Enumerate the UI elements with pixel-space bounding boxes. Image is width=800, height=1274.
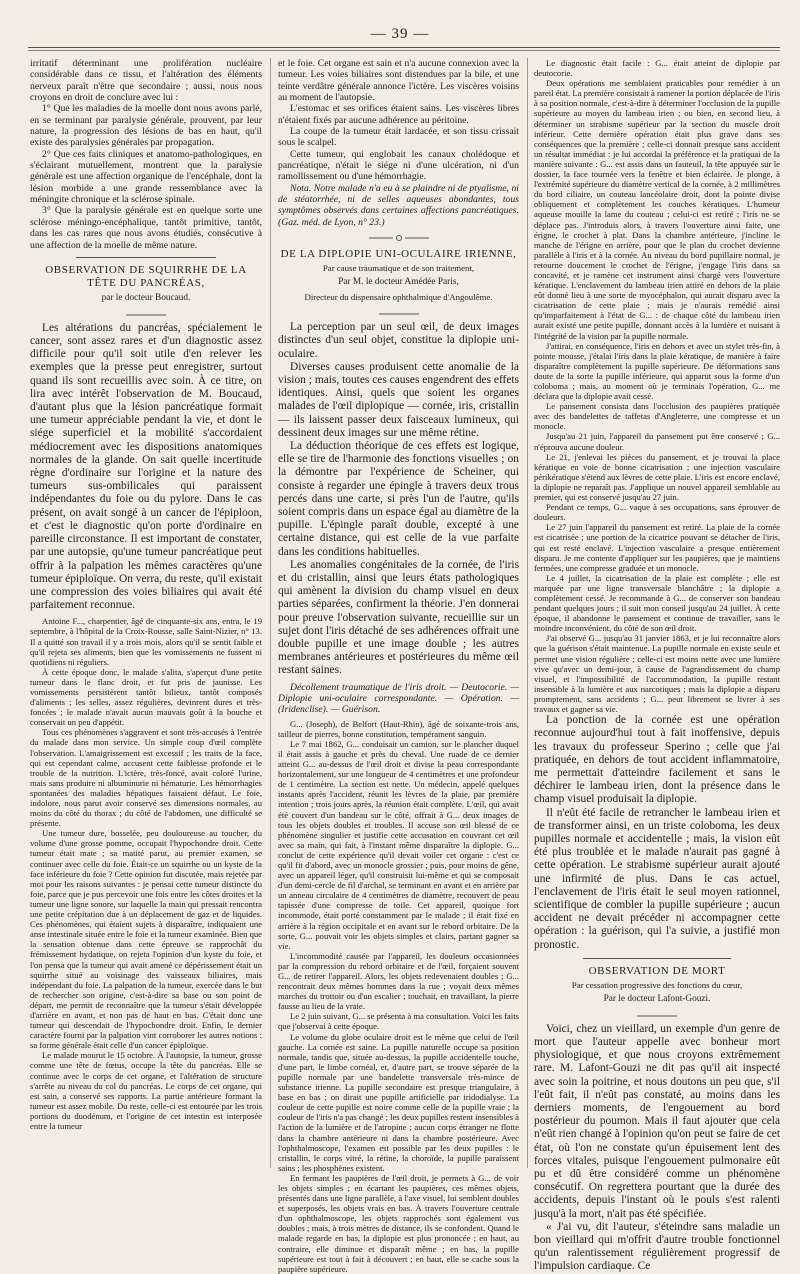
ornament (30, 310, 262, 318)
header-rule (28, 47, 780, 48)
paragraph: Nota. Notre malade n'a eu à se plaindre ni de ptyalisme, ni de stéatorrhée, ni de selles aqueuses abondantes, tous symptômes observés dans certaines affections pancréatiques. (Gaz. méd. de Lyon, n° 23.) (278, 182, 519, 228)
paragraph: J'ai observé G... jusqu'au 31 janvier 1863, et je lui reconnaître alors que la guérison s'était maintenue. La pupille normale en existe seule et permet une vision régulière ; celle-ci est moins nette avec une lumière vive qu'avec un demi-jour, à cause de l'agrandissement du champ visuel, et l'impossibilité de l'accommodation, la pupille restant insensible à la lumière et aux narcotiques ; mais la diplopie a disparu promptement, sans accidents ; G... peut librement se livrer à ses travaux et gagner sa vie. (534, 633, 780, 714)
paragraph: Le pansement consista dans l'occlusion des paupières pratiquée avec des bandelettes de taffetas d'Angleterre, une compresse et un monocle. (534, 401, 780, 432)
section-title: OBSERVATION DE SQUIRRHE DE LA TÊTE DU PANCRÉAS, (45, 263, 247, 289)
paragraph: L'estomac et ses orifices étaient sains. Les viscères libres n'étaient fixés par aucune adhérence au péritoine. (278, 103, 519, 126)
column-divider (270, 58, 271, 1168)
section-title: DE LA DIPLOPIE UNI-OCULAIRE IRIENNE, (280, 248, 517, 261)
paragraph: Une tumeur dure, bosselée, peu douloureuse au toucher, du volume d'une grosse pomme, occupait l'hypochondre droit. Cette tumeur était mate ; sa matité parut, au premier examen, se continuer avec celle du foie. Était-ce un squirrhe ou un kyste de la face inférieure du foie ? Cette opinion fut discutée, mais rejetée par moi pour les raisons suivantes : je pensai cette tumeur distincte du foie, parce que je pus percevoir une fois entre les côtes droites et la tumeur une ligne sonore, sur laquelle la main qui pressait rencontra une petite crépitation due à un déplacement de gaz et de liquides. Ces phénomènes, qui étaient sujets à disparaître, indiquaient une anse intestinale située entre le foie et la tumeur examinée. Bien que la sensation obtenue dans cette épreuve se rapprochât du frémissement hydatique, on rejeta l'opinion d'un kyste du foie, et l'on pensa que la tumeur qui avait amené ce dépérissement était un squirrhe situé au voisinage des vaisseaux biliaires, mais indépendant du foie. La palpation de la tumeur, exercée dans le but de rechercher son origine, c'est-à-dire sa base ou son point de départ, me permit de reconnaître que la tumeur s'était développée d'arrière en avant, et non pas de haut en bas. C'était donc une tumeur qui descendait de l'hypochondre droit. Enfin, le dernier caractère fourni par la palpation vint corroborer les autres notions : sa forme générale était celle d'un cancer épiploïque. (30, 828, 262, 1051)
paragraph: « J'ai vu, dit l'auteur, s'éteindre sans maladie un bon vieillard qui m'offrit d'autre trouble fonctionnel qu'un ralentissement régulièrement progressif de l'impulsion cardiaque. Ce (534, 1220, 780, 1273)
paragraph: Les anomalies congénitales de la cornée, de l'iris et du cristallin, ainsi que leurs états pathologiques qui amènent la division du champ visuel en deux parties séparées, confirment la théorie. J'en donnerai pour preuve l'observation suivante, recueillie sur un sujet dont l'iris détaché de ses adhérences offrait une double pupille et une image double ; les autres membranes antérieures et postérieures du même œil restant saines. (278, 558, 519, 677)
paragraph: Diverses causes produisent cette anomalie de la vision ; mais, toutes ces causes engendrent des effets identiques. Ainsi, quels que soient les organes malades de l'œil diplopique — cornée, iris, cristallin — ils laissent passer deux faisceaux lumineux, qui dessinent deux images sur une même rétine. (278, 360, 519, 439)
paragraph: La perception par un seul œil, de deux images distinctes d'un seul objet, constitue la diplopie uni-oculaire. (278, 321, 519, 360)
paragraph: J'attirai, en conséquence, l'iris en dehors et avec un stylet très-fin, à pointe mousse, j'étalai l'iris dans la plaie kératique, de manière à faire disparaître complètement la pupille supérieure. De déformations sans doute de la sorte la pupille inférieure, qui apparut sous la forme d'un coloboma ; mais, au moment où je terminais l'opération, G... me déclara que la diplopie avait cessé. (534, 340, 780, 402)
paragraph: À cette époque donc, le malade s'alita, s'aperçut d'une petite tumeur dans le flanc droit, et fut pris de jaunisse. Les vomissements persistèrent tantôt bilieux, tantôt composés d'aliments ; les selles, assez régulières, devinrent dures et très-foncées ; le malade n'avait aucun mauvais goût à la bouche et conservait un peu d'appétit. (30, 666, 262, 728)
paragraph: En fermant les paupières de l'œil droit, je permets à G... de voir les objets simples ; en écartant les paupières, ces mêmes objets, présentés dans une ligne parallèle, à l'axe visuel, lui semblent doubles et superposés, les objets vrais en bas. À travers l'ouverture centrale d'un ophthalmoscope, les objets rapprochés sont également vus doubles ; mais, à trois mètres de distance, ils se confondent. Quand le malade regarde en bas, la diplopie est plus prononcée ; en haut, au contraire, elle diminue et disparaît même ; en bas, la pupille supérieure est tout à fait à découvert ; en haut, elle se cache sous la paupière supérieure. (278, 1172, 519, 1274)
section-subtitle: Par cessation progressive des fonctions du cœur, (571, 979, 743, 990)
page-number: — 39 — (370, 26, 430, 42)
paragraph: La ponction de la cornée est une opération reconnue aujourd'hui tout à fait inoffensive, depuis les travaux du professeur Sperino ; celle que j'ai pratiquée, en dehors de tout accident inflammatoire, me permettait d'atteindre facilement et sans le déchirer le lambeau irien, dont la présence dans le champ visuel produisait la diplopie. (534, 714, 780, 806)
paragraph: Le volume du globe oculaire droit est le même que celui de l'œil gauche. La cornée est saine. La pupille naturelle occupe sa position normale, tandis que, située au-dessus, la pupille accidentelle touche, d'une part, le limbe cornéal, et, d'autre part, se trouve séparée de la pupille normale par une bandelette transversale très-mince de substance irienne. La pupille secondaire est presque triangulaire, à base en bas ; on dirait une pupille artificielle par iridodialyse. La couleur de cette pupille est noire comme celle de la pupille vraie ; la couleur de l'iris n'a pas changé ; les deux pupilles restent insensibles à l'action de la lumière et de l'atropine ; aucun corps étranger ne flotte dans la chambre antérieure ni dans la chambre postérieure. Avec l'ophthalmoscope, l'examen est possible par les deux pupilles : le cristallin, le corps vitré, la rétine, la choroïde, la pupille paraissent sains ; les phosphènes existent. (278, 1031, 519, 1173)
paragraph: Le 27 juin l'appareil du pansement est retiré. La plaie de la cornée est cicatrisée ; une portion de la cicatrice pouvant se détacher de l'iris, qui est resté enclavé. L'injection vasculaire a presque entièrement disparu. Je me contente d'appliquer sur les paupières, que je maintiens fermées, une compresse graduée et un monocle. (534, 522, 780, 573)
column-right (534, 58, 780, 1273)
column-divider (527, 58, 528, 1168)
paragraph: Le diagnostic était facile : G... était atteint de diplopie par deutocorie. (534, 58, 780, 79)
ornament (534, 1011, 780, 1019)
section-author-affiliation: Directeur du dispensaire ophthalmique d'Angoulême. (304, 292, 493, 303)
paragraph: 2° Que ces faits cliniques et anatomo-pathologiques, en s'éclairant mutuellement, montrent que la paralysie générale est une affection organique de l'encéphale, dont la lésion morbide a une grande ressemblance avec la méningite chronique et la sclérose spinale. (30, 148, 262, 206)
ornament (278, 309, 519, 317)
paragraph: La déduction théorique de ces effets est logique, elle se tire de l'harmonie des fonctions visuelles ; on la démontre par l'expérience de Scheiner, qui consiste à regarder une épingle à travers deux trous percés dans une carte, si près l'un de l'autre, qu'ils soient compris dans un espace égal au diamètre de la pupille. L'épingle paraît double, excepté à une certaine distance, qui est celle de la vue parfaite dans les conditions habituelles. (278, 439, 519, 558)
paragraph: Le 21, j'enlevai les pièces du pansement, et je trouvai la place kératique en voie de bonne cicatrisation ; une injection vasculaire périkératique s'étend aux lèvres de cette plaie. L'iris est encore enclavé, la diplopie ne reparaît pas. J'applique un nouvel appareil semblable au premier, qui est conservé jusqu'au 27 juin. (534, 451, 780, 503)
paragraph: Pendant ce temps, G... vaque à ses occupations, sans éprouver de douleurs. (534, 502, 780, 523)
paragraph: G... (Joseph), de Belfort (Haut-Rhin), âgé de soixante-trois ans, tailleur de pierres, bonne constitution, tempérament sanguin. (278, 718, 519, 739)
case-heading: Décollement traumatique de l'iris droit. — Deutocorie. — Diplopie uni-oculaire correspondante. — Opération. — (Iridenclise). — Guérison. (278, 681, 519, 716)
paragraph: et le foie. Cet organe est sain et n'a aucune connexion avec la tumeur. Les voies biliaires sont distendues par la bile, et une teinte verdâtre générale annonce l'ictère. Les viscères voisins au moment de l'autopsie. (278, 58, 519, 104)
section-author: Par le docteur Lafont-Gouzi. (603, 993, 711, 1004)
paragraph: 3° Que la paralysie générale est en quelque sorte une sclérose méningo-encéphalique, tantôt primitive, tantôt, dans les cas rares que nous avons étudiés, consécutive à une affection de la moelle de même nature. (30, 205, 262, 251)
section-title: OBSERVATION DE MORT (588, 964, 726, 977)
paragraph: Le malade mourut le 15 octobre. À l'autopsie, la tumeur, grosse comme une tête de fœtus, occupe la tête du pancréas. Elle se continue avec le corps de cet organe, et l'altération de structure s'arrête au niveau du col du pancréas. Le corps de cet organe, qui est sain, a conservé ses rapports. La partie antérieure formant la tumeur est assez mobile. Du reste, celle-ci est entourée par les trois portions du duodénum, et l'origine de cet intestin est interposée entre la tumeur (30, 1050, 262, 1131)
paragraph: Les altérations du pancréas, spécialement le cancer, sont assez rares et d'un diagnostic assez difficile pour qu'il soit utile d'en relever les exemples que la presse peut enregistrer, surtout quand ils sont recueillis avec soin. À ce titre, on lira avec intérêt l'observation de M. Boucaud, d'autant plus que la lésion pancréatique formait une tumeur appréciable pendant la vie, et dont le siége superficiel et la mobilité s'accordaient médiocrement avec les dispositions anatomiques normales de la glande. On sait quelle incertitude règne d'ordinaire sur l'origine et la nature des tumeurs sus-ombilicales qui paraissent indépendantes du foie ou du pylore. Dans le cas présent, on avait songé à un cancer de l'épiploon, et c'est le diagnostic qu'on porte d'ordinaire en pareille circonstance. Il est important de constater, par une autopsie, qu'une tumeur pancréatique peut offrir à la palpation les mêmes caractères qu'une tumeur épiploïque. On verra, du reste, qu'il existait une compression des voies biliaires qui avait été parfaitement reconnue. (30, 321, 262, 612)
section-author: Par M. le docteur Amédée Paris, (338, 277, 459, 288)
paragraph: La coupe de la tumeur était lardacée, et son tissu crissait sous le scalpel. (278, 126, 519, 149)
column-left (30, 58, 262, 1168)
paragraph: Antoine F..., charpentier, âgé de cinquante-six ans, entra, le 19 septembre, à l'hôpital de la Croix-Rousse, salle Saint-Nizier, n° 13. Il a quitté son travail il y a trois mois, alors qu'il se sentit faible et qu'il rejeta ses aliments, bien que les vomissements ne fussent ni quotidiens ni réguliers. (30, 616, 262, 667)
section-divider (76, 257, 215, 258)
column-middle (278, 58, 519, 1274)
paragraph: Jusqu'au 21 juin, l'appareil du pansement put être conservé ; G... n'éprouva aucune douleur. (534, 431, 780, 452)
ornament (278, 234, 519, 242)
paragraph: irritatif déterminant une prolifération nucléaire considérable dans ce tissu, et l'altération des éléments nerveux paraît n'être que secondaire ; aussi, nous nous croyons en droit de conclure avec lui : (30, 58, 262, 104)
paragraph: 1° Que les maladies de la moelle dont nous avons parlé, en se terminant par paralysie générale, prouvent, par leur nature, la progression des lésions de bas en haut, qu'il existe des paralysies générales par propagation. (30, 103, 262, 149)
paragraph: Voici, chez un vieillard, un exemple d'un genre de mort que l'auteur appelle avec bonheur mort physiologique, et que nous croyons extrêmement rare. M. Lafont-Gouzi ne dit pas qu'il ait inspecté avec soin la poitrine, et nous doutons un peu que, s'il l'eût fait, il n'eût pas constaté, au moins dans les derniers moments, de l'engouement au bord postérieur du poumon. Mais il faut ajouter que cela n'eût rien changé à l'opinion qu'on peut se faire de cet état, où l'on ne constate qu'un épuisement lent des forces vitales, puisque l'engouement pulmonaire eût pu et dû être considéré comme un phénomène consécutif. On regrettera pourtant que la durée des accidents, depuis l'instant où le pouls s'est ralenti jusqu'à la mort, n'ait pas été spécifiée. (534, 1022, 780, 1220)
paragraph: Le 7 mai 1862, G... conduisait un camion, sur le plancher duquel il était assis à gauche et près du cheval. Une ruade de ce dernier atteint G... au-dessus de l'œil droit et divise la peau correspondante horizontalement, sur une longueur de 4 centimètres et une profondeur de 1 centimètre. La section est nette. Un médecin, appelé quelques instants après l'accident, réunit les lèvres de la plaie, par première intention ; trois jours après, la réunion était complète. L'œil, qui avait été couvert d'un bandeau sur le côté, offrait à G... deux images de tous les objets doubles et troubles. Il accuse son œil blessé de ce phénomène singulier et justifie cette accusation en couvrant cet œil avec sa main, qui fait, à l'instant même disparaître la diplopie. G... conclut de cette expérience qu'il devait voiler cet organe : c'est ce qu'il fit d'abord, avec un monocle grossier ; puis, pour moins de gêne, avec un appareil léger, qu'il construisit lui-même et qui se composait d'un demi-cercle de fil d'archal, se terminant en avant et en arrière par un anneau circulaire de 4 centimètres de diamètre, recouvert de peau tapissée d'une compresse de toile. Cet appareil, quoique fort incommode, était porté constamment par le malade ; il était fixé en arrière à la région occipitale et en avant sur le rebord orbitaire. De la sorte, G... pouvait voir les objets simples et clairs, partant gagner sa vie. (278, 738, 519, 951)
paragraph: Deux opérations me semblaient praticables pour remédier à un pareil état. La première consistait à ramener la portion déplacée de l'iris à sa position normale, c'est-à-dire à déterminer l'occlusion de la pupille supérieure au moyen du lambeau irien ; ou bien, en second lieu, à déterminer un strabisme supérieur par la section du muscle droit inférieur. Cette dernière opération était plus grave dans ses conséquences que la première ; celle-ci donnait presque sans accident un résultat immédiat : je lui accordai la préférence et la pratiquai de la manière suivante : G... est assis dans un fauteuil, la tête appuyée sur le dossier, la face tournée vers la fenêtre et bien éclairée. Je plonge, à l'extrémité supérieure du diamètre vertical de la cornée, à 2 millimètres du bord ciliaire, un couteau lancéolaire droit, dont la pointe divise obliquement et complètement les couches kératiques. L'humeur aqueuse mouille la lame du couteau ; celui-ci est retiré ; l'iris ne se déplace pas. J'introduis alors, à travers l'ouverture ainsi faite, une érigne, le crochet à plat. Dans la chambre antérieure, j'incline le manche de l'érigne en arrière, pour que le plan du crochet devienne parallèle à l'iris et à la cornée. Au niveau du bord pupillaire normal, je retourne doucement le crochet de l'érigne, j'engage l'iris dans sa concavité, et je ramène cet instrument ainsi chargé vers l'ouverture kératique. L'enclavement du lambeau irien attiré en dehors de la plaie eût donné lieu à une sorte de myocéphalon, qui aurait disparu avec la cicatrisation de cette plaie ; mais je n'aurais remédié ainsi qu'imparfaitement à l'état de G... : de chaque côté du lambeau irien aurait existé une petite pupille, donnant accès à la lumière et nuisant à l'intégrité de la vision par la pupille normale. (534, 78, 780, 341)
paragraph: Cette tumeur, qui englobait les canaux cholédoque et pancréatique, n'était le siége ni d'une ulcération, ni d'un ramollissement ou d'une hémorrhagie. (278, 148, 519, 183)
paragraph: Il n'eût été facile de retrancher le lambeau irien et de transformer ainsi, en un triste coloboma, les deux pupilles normale et accidentelle ; mais, la vision eût été plus troublée et le malade n'aurait pas gagné à cette opération. Le strabisme supérieur aurait ajouté une infirmité de plus. Dans le cas actuel, l'enclavement de l'iris était le seul moyen rationnel, scientifique de combler la pupille supérieure ; aucun accident ne devait précéder ni accompagner cette opération : la guérison, qui l'a suivie, a justifié mon pronostic. (534, 806, 780, 951)
paragraph: Le 2 juin suivant, G... se présenta à ma consultation. Voici les faits que j'observai à cette époque. (278, 1011, 519, 1032)
paragraph: L'incommodité causée par l'appareil, les douleurs occasionnées par la compression du rebord orbitaire et de l'œil, forçaient souvent G... de retirer l'appareil. Alors, les objets redevenaient doubles ; G... rencontrait deux mêmes hommes dans la rue ; voyait deux mêmes marches du trottoir ou d'un escalier ; touchait, en travaillant, la pierre fausse au lieu de la vraie. (278, 950, 519, 1012)
section-subtitle: Par cause traumatique et de son traitement, (322, 263, 475, 274)
section-author: par le docteur Boucaud. (101, 292, 191, 303)
paragraph: Tous ces phénomènes s'aggravent et sont très-accusés à l'entrée du malade dans mon service. Un simple coup d'œil complète l'observation. L'amaigrissement est excessif ; les traits de la face, qui est cependant calme, accusent cette faiblesse profonde et le trouble de la nutrition. L'ictère, très-foncé, avait coloré l'urine, mais sans produire ni albuminurie ni hématurie. Les hémorrhagies spontanées des maladies hépatiques faisaient défaut. Le foie, indolore, nous parut avoir conservé ses dimensions normales, au moins du côté du thorax ; du côté de l'abdomen, une difficulté se présente. (30, 727, 262, 829)
header-rule-secondary (28, 50, 780, 51)
paragraph: Le 4 juillet, la cicatrisation de la plaie est complète ; elle est marquée par une ligne transversale blanchâtre ; la diplopie a complètement cessé. Je recommande à G... de conserver son bandeau pendant quelques jours ; il suit mon conseil jusqu'au 24 juillet. À cette époque, il abandonne le pansement et continue de travailler, sans le moindre inconvénient, du côté de son œil droit. (534, 572, 780, 634)
section-divider (583, 958, 731, 959)
